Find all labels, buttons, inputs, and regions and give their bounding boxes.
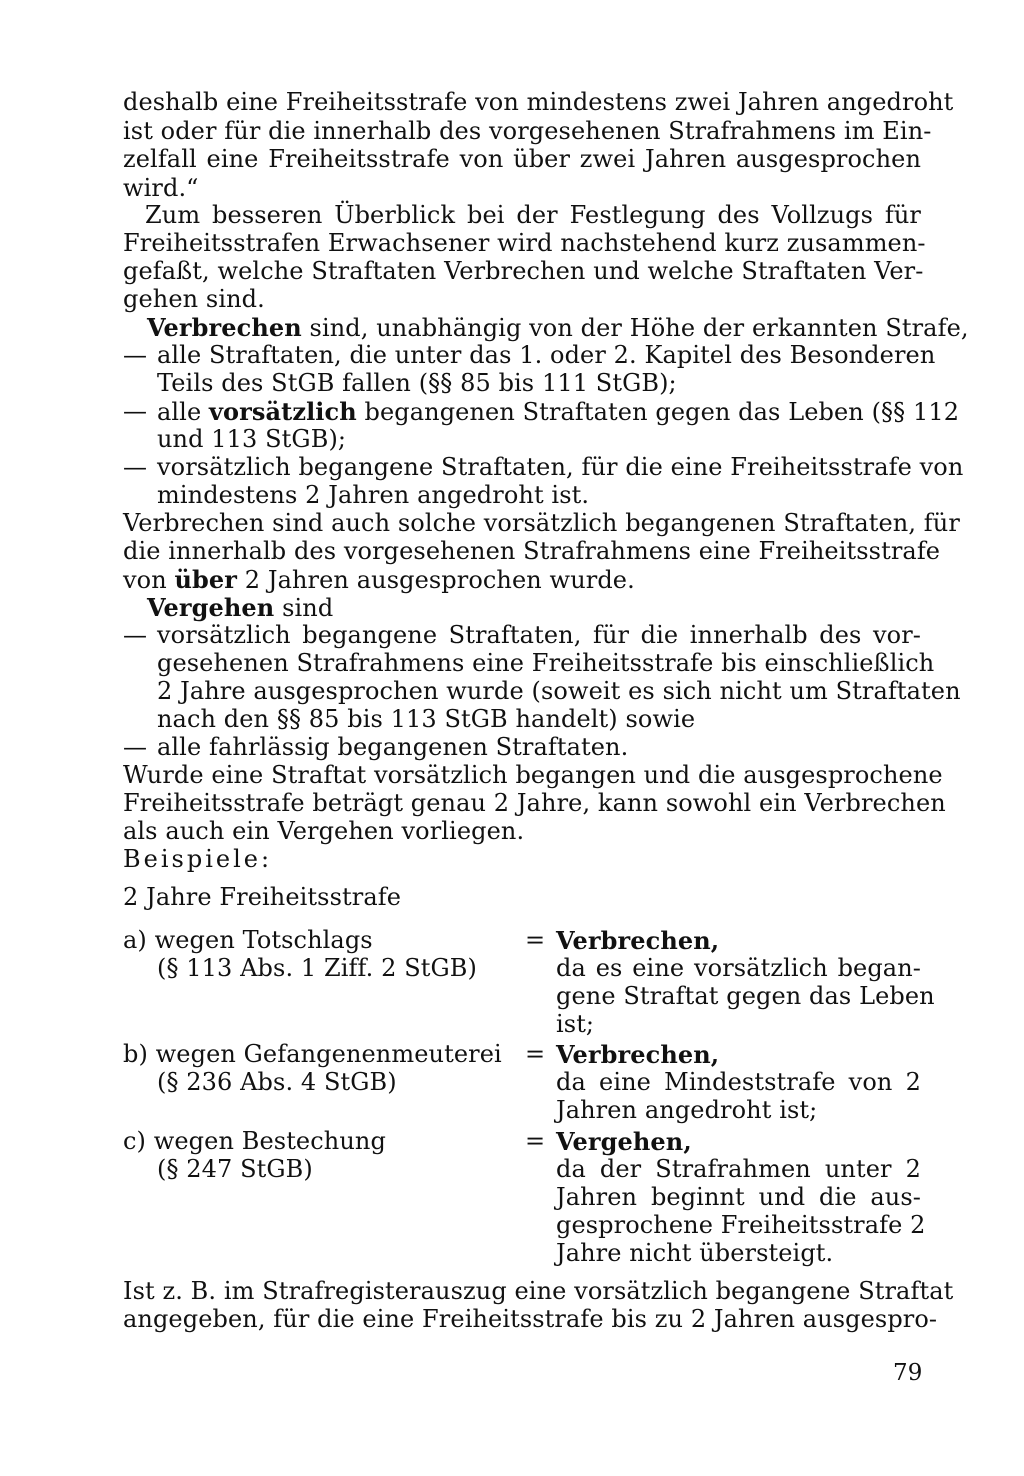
example-reason: Jahren beginnt und die aus-	[556, 1183, 921, 1211]
example-result: Vergehen,	[556, 1127, 692, 1156]
equals-sign: =	[525, 1040, 546, 1068]
text-line: Ist z. B. im Strafregisterauszug eine vorsätzlich begangene Straftat	[123, 1277, 954, 1305]
example-result: Verbrechen,	[556, 1040, 720, 1069]
text-line: Freiheitsstrafe beträgt genau 2 Jahre, kann sowohl ein Verbrechen	[123, 789, 946, 817]
example-reason: da es eine vorsätzlich began-	[556, 954, 921, 982]
equals-sign: =	[525, 1127, 546, 1155]
example-reason: gene Straftat gegen das Leben	[556, 982, 935, 1010]
text-line: wird.“	[123, 174, 199, 202]
list-dash: —	[123, 733, 148, 761]
text-line: von über 2 Jahren ausgesprochen wurde.	[123, 565, 635, 594]
list-dash: —	[123, 397, 148, 425]
list-item: vorsätzlich begangene Straftaten, für die eine Freiheitsstrafe von	[157, 453, 964, 481]
text-line: gehen sind.	[123, 285, 265, 313]
text-line: zelfall eine Freiheitsstrafe von über zwei Jahren ausgesprochen	[123, 145, 921, 173]
text-line: angegeben, für die eine Freiheitsstrafe bis zu 2 Jahren ausgespro-	[123, 1305, 938, 1333]
verbrechen-heading: Verbrechen sind, unabhängig von der Höhe der erkannten Strafe,	[147, 313, 969, 342]
example-result: Verbrechen,	[556, 926, 720, 955]
list-item: nach den §§ 85 bis 113 StGB handelt) sowie	[157, 705, 696, 733]
example-reason: Jahren angedroht ist;	[556, 1096, 818, 1124]
list-item: alle Straftaten, die unter das 1. oder 2. Kapitel des Besonderen	[157, 341, 936, 369]
page-number: 79	[893, 1360, 923, 1386]
text-line: Wurde eine Straftat vorsätzlich begangen und die ausgesprochene	[123, 761, 943, 789]
equals-sign: =	[525, 926, 546, 954]
text-line: ist oder für die innerhalb des vorgesehenen Strafrahmens im Ein-	[123, 117, 932, 145]
example-reason: gesprochene Freiheitsstrafe 2	[556, 1211, 926, 1239]
example-reason: da eine Mindeststrafe von 2	[556, 1068, 921, 1096]
text-line: Zum besseren Überblick bei der Festlegung des Vollzugs für	[145, 201, 921, 229]
example-reason: da der Strafrahmen unter 2	[556, 1155, 921, 1183]
list-item: alle vorsätzlich begangenen Straftaten gegen das Leben (§§ 112	[157, 397, 960, 426]
example-citation: (§ 113 Abs. 1 Ziff. 2 StGB)	[157, 954, 477, 982]
list-dash: —	[123, 341, 148, 369]
text-line: die innerhalb des vorgesehenen Strafrahmens eine Freiheitsstrafe	[123, 537, 941, 565]
example-reason: Jahre nicht übersteigt.	[556, 1239, 834, 1267]
vergehen-heading: Vergehen sind	[147, 593, 334, 622]
list-item: und 113 StGB);	[157, 425, 347, 453]
example-citation: (§ 247 StGB)	[157, 1155, 313, 1183]
text-line: Verbrechen sind auch solche vorsätzlich begangenen Straftaten, für	[123, 509, 960, 537]
list-dash: —	[123, 453, 148, 481]
example-reason: ist;	[556, 1010, 595, 1038]
example-label: b) wegen Gefangenenmeuterei	[123, 1040, 502, 1068]
example-citation: (§ 236 Abs. 4 StGB)	[157, 1068, 397, 1096]
list-item: vorsätzlich begangene Straftaten, für die innerhalb des vor-	[157, 621, 921, 649]
text-line: Freiheitsstrafen Erwachsener wird nachstehend kurz zusammen-	[123, 229, 926, 257]
example-label: a) wegen Totschlags	[123, 926, 373, 954]
examples-heading: Beispiele:	[123, 845, 273, 873]
list-item: 2 Jahre ausgesprochen wurde (soweit es sich nicht um Straftaten	[157, 677, 961, 705]
examples-subheading: 2 Jahre Freiheitsstrafe	[123, 883, 402, 911]
list-item: gesehenen Strafrahmens eine Freiheitsstrafe bis einschließlich	[157, 649, 935, 677]
list-item: mindestens 2 Jahren angedroht ist.	[157, 481, 590, 509]
list-dash: —	[123, 621, 148, 649]
text-line: deshalb eine Freiheitsstrafe von mindestens zwei Jahren angedroht	[123, 88, 954, 116]
example-label: c) wegen Bestechung	[123, 1127, 386, 1155]
text-line: als auch ein Vergehen vorliegen.	[123, 817, 525, 845]
text-line: gefaßt, welche Straftaten Verbrechen und welche Straftaten Ver-	[123, 257, 924, 285]
list-item: alle fahrlässig begangenen Straftaten.	[157, 733, 629, 761]
list-item: Teils des StGB fallen (§§ 85 bis 111 StGB);	[157, 369, 677, 397]
